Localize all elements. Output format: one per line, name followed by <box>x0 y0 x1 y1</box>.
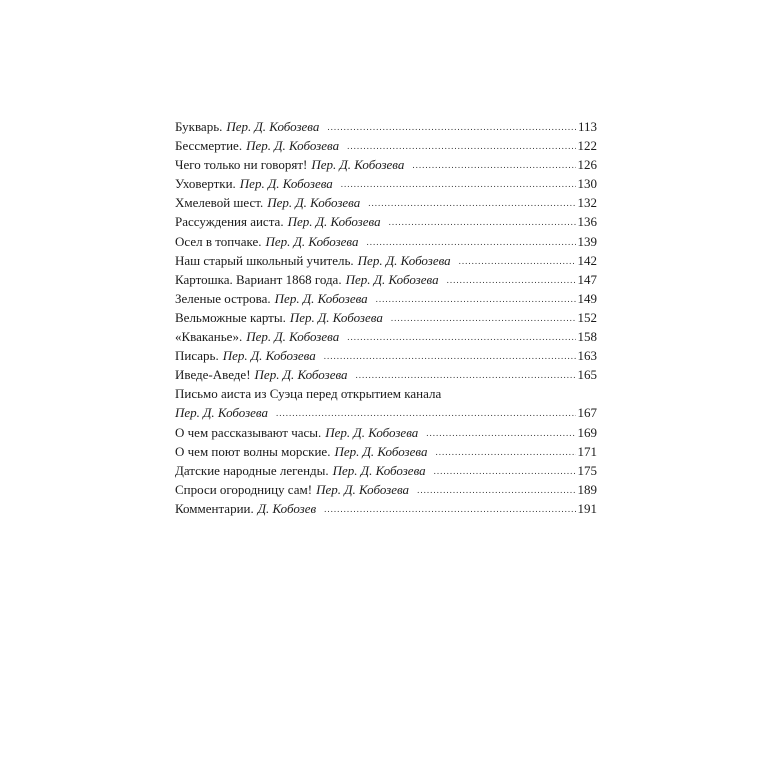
toc-entry-title: «Кваканье». <box>175 329 243 345</box>
toc-entry[interactable] <box>175 136 597 155</box>
toc-entry-page: 130 <box>577 176 597 192</box>
toc-leader-dots <box>434 462 576 481</box>
toc-entry-title: Уховертки. <box>175 176 236 192</box>
toc-leader-dots <box>412 156 575 175</box>
toc-entry[interactable] <box>175 442 597 461</box>
toc-entry-author: Пер. Д. Кобозева <box>316 481 410 497</box>
toc-leader-dots <box>368 194 575 213</box>
toc-entry[interactable] <box>175 117 597 136</box>
toc-entry-title: О чем поют волны морские. <box>175 443 331 459</box>
toc-entry-author: Пер. Д. Кобозева <box>222 348 316 364</box>
toc-entry-title: О чем рассказывают часы. <box>175 424 322 440</box>
toc-entry-multiline[interactable] <box>175 384 597 422</box>
toc-entry-page: 167 <box>577 405 597 421</box>
toc-entry[interactable] <box>175 193 597 212</box>
toc-leader-dots <box>389 213 576 232</box>
toc-entry[interactable] <box>175 327 597 346</box>
toc-entry-title: Датские народные легенды. <box>175 462 329 478</box>
toc-entry[interactable] <box>175 155 597 174</box>
toc-leader-dots <box>435 443 575 462</box>
toc-leader-dots <box>367 233 576 252</box>
toc-entry-author: Пер. Д. Кобозева <box>311 157 405 173</box>
table-of-contents <box>175 117 597 518</box>
toc-entry[interactable] <box>175 308 597 327</box>
toc-entry-author: Пер. Д. Кобозева <box>265 233 359 249</box>
toc-entry-author: Пер. Д. Кобозева <box>226 119 320 134</box>
toc-entry-page: 113 <box>577 119 597 134</box>
toc-entry-page: 163 <box>577 348 597 364</box>
toc-entry-page: 191 <box>577 500 597 516</box>
toc-leader-dots <box>276 404 576 423</box>
toc-entry[interactable] <box>175 423 597 442</box>
toc-entry-page: 171 <box>577 443 597 459</box>
toc-leader-dots <box>341 175 576 194</box>
toc-entry[interactable] <box>175 232 597 251</box>
toc-entry-title: Иведе-Аведе! <box>175 367 251 383</box>
toc-entry-title: Писарь. <box>175 348 219 364</box>
toc-entry-title: Вельможные карты. <box>175 309 286 325</box>
toc-leader-dots <box>324 347 576 366</box>
toc-entry-page: 152 <box>577 309 597 325</box>
toc-entry-page: 175 <box>577 462 597 478</box>
toc-entry-author: Д. Кобозев <box>257 500 317 516</box>
toc-entry-page: 142 <box>577 252 597 268</box>
toc-entry[interactable] <box>175 480 597 499</box>
toc-leader-dots <box>356 366 576 385</box>
toc-leader-dots <box>347 328 575 347</box>
toc-entry-title: Спроси огородницу сам! <box>175 481 313 497</box>
toc-entry-page: 169 <box>577 424 597 440</box>
toc-entry[interactable] <box>175 499 597 518</box>
toc-entry-author: Пер. Д. Кобозева <box>254 367 348 383</box>
toc-entry[interactable] <box>175 461 597 480</box>
toc-entry-title: Комментарии. <box>175 500 254 516</box>
toc-entry-author: Пер. Д. Кобозева <box>325 424 419 440</box>
toc-entry-author: Пер. Д. Кобозева <box>239 176 333 192</box>
toc-entry-page: 136 <box>577 214 597 230</box>
toc-leader-dots <box>324 500 575 519</box>
toc-entry-page: 149 <box>577 290 597 306</box>
toc-entry-title: Осел в топчаке. <box>175 233 262 249</box>
toc-entry-author: Пер. Д. Кобозева <box>345 271 439 287</box>
toc-entry-title: Рассуждения аиста. <box>175 214 284 230</box>
toc-entry-page: 165 <box>577 367 597 383</box>
toc-entry[interactable] <box>175 212 597 231</box>
toc-entry-page: 132 <box>577 195 597 211</box>
toc-entry-author: Пер. Д. Кобозева <box>332 462 426 478</box>
toc-entry-author: Пер. Д. Кобозева <box>246 329 340 345</box>
toc-entry-author: Пер. Д. Кобозева <box>287 214 381 230</box>
toc-entry-title: Письмо аиста из Суэца перед открытием канала <box>175 386 442 402</box>
toc-entry-author: Пер. Д. Кобозева <box>357 252 451 268</box>
toc-entry[interactable] <box>175 346 597 365</box>
toc-leader-dots <box>426 424 575 443</box>
toc-entry-title: Зеленые острова. <box>175 290 271 306</box>
toc-entry[interactable] <box>175 174 597 193</box>
toc-entry-title: Наш старый школьный учитель. <box>175 252 354 268</box>
toc-entry-author: Пер. Д. Кобозева <box>289 309 383 325</box>
toc-entry-title: Хмелевой шест. <box>175 195 264 211</box>
toc-entry[interactable] <box>175 251 597 270</box>
toc-leader-dots <box>417 481 575 500</box>
toc-entry-author: Пер. Д. Кобозева <box>175 405 268 421</box>
toc-entry-page: 122 <box>577 138 597 154</box>
toc-entry[interactable] <box>175 365 597 384</box>
toc-entry-title: Букварь. <box>175 119 223 134</box>
toc-entry-page: 158 <box>577 329 597 345</box>
toc-entry-page: 189 <box>577 481 597 497</box>
toc-entry[interactable] <box>175 270 597 289</box>
toc-leader-dots <box>347 137 575 156</box>
toc-entry-page: 126 <box>577 157 597 173</box>
toc-entry-page: 139 <box>577 233 597 249</box>
toc-entry-author: Пер. Д. Кобозева <box>246 138 340 154</box>
toc-leader-dots <box>459 252 576 271</box>
toc-entry[interactable] <box>175 289 597 308</box>
toc-entry-author: Пер. Д. Кобозева <box>334 443 428 459</box>
toc-leader-dots <box>391 309 576 328</box>
toc-entry-title: Чего только ни говорят! <box>175 157 308 173</box>
toc-leader-dots <box>327 118 576 137</box>
toc-entry-page: 147 <box>577 271 597 287</box>
toc-leader-dots <box>376 290 576 309</box>
toc-entry-author: Пер. Д. Кобозева <box>274 290 368 306</box>
toc-entry-title: Картошка. Вариант 1868 года. <box>175 271 342 287</box>
toc-leader-dots <box>447 271 576 290</box>
toc-entry-author: Пер. Д. Кобозева <box>267 195 361 211</box>
toc-entry-title: Бессмертие. <box>175 138 243 154</box>
